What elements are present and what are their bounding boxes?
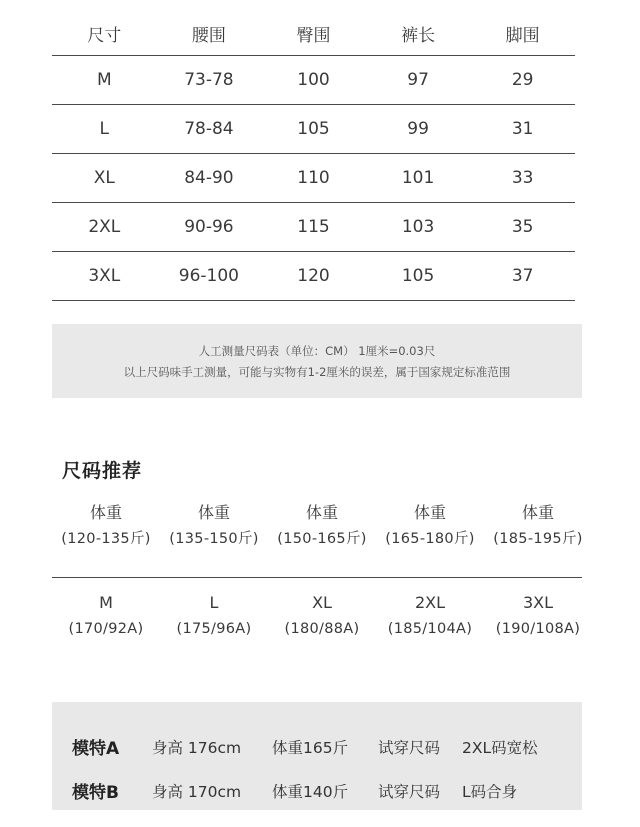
table-cell: 115 <box>297 217 330 237</box>
weight-label: 体重 <box>305 503 338 522</box>
table-cell: 100 <box>297 70 330 90</box>
table-cell: 101 <box>401 168 435 188</box>
size-cell <box>484 590 592 642</box>
size-table <box>52 12 575 301</box>
model-name: 模特A <box>72 739 120 759</box>
weight-row <box>52 500 592 552</box>
size-spec: (175/96A) <box>176 621 252 637</box>
table-cell: 105 <box>297 119 330 139</box>
table-cell: 103 <box>401 217 435 237</box>
size-label: L <box>209 593 219 612</box>
header-cell: 腰围 <box>191 26 226 46</box>
size-cell <box>376 590 484 642</box>
table-cell: 96-100 <box>178 266 239 286</box>
header-cell: 尺寸 <box>87 26 122 46</box>
table-row <box>52 203 575 252</box>
size-label: XL <box>312 593 332 612</box>
model-fit: 2XL码宽松 <box>462 738 538 757</box>
recommend-title: 尺码推荐 <box>62 460 143 482</box>
size-label: 2XL <box>414 593 446 612</box>
weight-label: 体重 <box>521 503 554 522</box>
table-row <box>52 154 575 203</box>
table-cell: XL <box>93 168 115 188</box>
header-cell: 裤长 <box>401 26 436 46</box>
size-cell <box>52 590 160 642</box>
table-cell: 110 <box>297 168 330 188</box>
weight-range: (135-150斤) <box>169 531 259 547</box>
weight-cell <box>376 500 484 552</box>
size-cell <box>268 590 376 642</box>
header-cell: 臀围 <box>296 26 331 46</box>
size-row <box>52 590 592 642</box>
size-spec: (190/108A) <box>495 621 581 637</box>
table-cell: M <box>96 70 112 90</box>
model-weight: 体重165斤 <box>272 738 349 757</box>
model-try-label: 试穿尺码 <box>378 738 441 757</box>
model-info-box <box>52 702 582 810</box>
weight-cell <box>52 500 160 552</box>
table-cell: 3XL <box>88 266 121 286</box>
recommend-divider <box>52 577 582 578</box>
table-cell: 29 <box>511 70 534 90</box>
weight-cell <box>268 500 376 552</box>
weight-range: (150-165斤) <box>277 531 367 547</box>
size-spec: (180/88A) <box>284 621 360 637</box>
model-try-label: 试穿尺码 <box>378 782 441 801</box>
weight-range: (185-195斤) <box>493 531 583 547</box>
size-label: M <box>99 593 113 612</box>
size-table-header <box>52 12 575 56</box>
size-cell <box>160 590 268 642</box>
weight-cell <box>160 500 268 552</box>
model-fit: L码合身 <box>462 782 518 801</box>
model-height: 身高 170cm <box>152 782 242 801</box>
table-row <box>52 105 575 154</box>
table-cell: 105 <box>401 266 435 286</box>
note-line-1: 人工测量尺码表（单位：CM） 1厘米=0.03尺 <box>198 344 436 358</box>
table-cell: 73-78 <box>184 70 234 90</box>
table-cell: 90-96 <box>184 217 234 237</box>
table-cell: 99 <box>407 119 429 139</box>
model-name: 模特B <box>72 783 119 803</box>
table-cell: 35 <box>511 217 534 237</box>
weight-range: (120-135斤) <box>61 531 151 547</box>
size-spec: (185/104A) <box>387 621 473 637</box>
weight-label: 体重 <box>89 503 122 522</box>
table-cell: 120 <box>297 266 330 286</box>
table-cell: 2XL <box>88 217 121 237</box>
header-cell: 脚围 <box>505 26 540 46</box>
table-cell: 78-84 <box>184 119 234 139</box>
note-line-2: 以上尺码味手工测量，可能与实物有1-2厘米的误差，属于国家规定标准范围 <box>123 365 511 379</box>
table-row <box>52 56 575 105</box>
table-cell: 84-90 <box>184 168 234 188</box>
model-row-b <box>72 778 517 803</box>
table-cell: 37 <box>511 266 534 286</box>
measurement-note <box>52 324 582 398</box>
table-cell: 97 <box>407 70 429 90</box>
table-cell: 31 <box>511 119 534 139</box>
weight-cell <box>484 500 592 552</box>
weight-label: 体重 <box>197 503 230 522</box>
model-row-a <box>72 734 538 759</box>
size-label: 3XL <box>522 593 554 612</box>
model-height: 身高 176cm <box>152 738 242 757</box>
size-spec: (170/92A) <box>68 621 144 637</box>
table-cell: 33 <box>511 168 534 188</box>
table-cell: L <box>99 119 110 139</box>
weight-range: (165-180斤) <box>385 531 475 547</box>
table-row <box>52 252 575 301</box>
model-weight: 体重140斤 <box>272 782 349 801</box>
weight-label: 体重 <box>413 503 446 522</box>
